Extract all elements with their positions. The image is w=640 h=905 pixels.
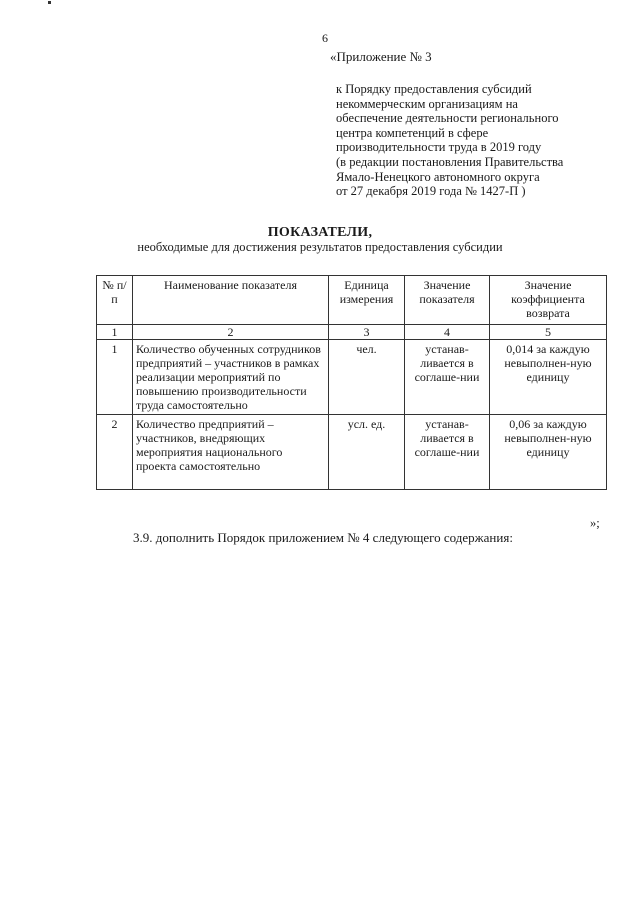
column-number-row [97,325,607,340]
appendix-line: обеспечение деятельности регионального [336,111,559,126]
header-value: Значение показателя [405,276,490,325]
column-number: 4 [405,325,490,340]
table-row [97,340,607,415]
appendix-reference [336,82,563,199]
appendix-line: от 27 декабря 2019 года № 1427-П ) [336,184,526,199]
row-num: 1 [97,340,133,415]
page-number: 6 [322,31,328,45]
row-unit: усл. ед. [329,415,405,490]
closing-quote: »; [590,516,600,530]
row-unit: чел. [329,340,405,415]
row-value: устанав-ливается в соглаше-нии [405,340,490,415]
table-header-row [97,276,607,325]
row-coef: 0,06 за каждую невыполнен-ную единицу [490,415,607,490]
column-number: 1 [97,325,133,340]
column-number: 2 [133,325,329,340]
column-number: 5 [490,325,607,340]
indicators-table [96,275,607,490]
appendix-line: Ямало-Ненецкого автономного округа [336,169,540,184]
scan-mark [48,1,51,4]
appendix-line: некоммерческим организациям на [336,96,518,111]
appendix-line: производительности труда в 2019 году [336,140,542,155]
table-row [97,415,607,490]
header-unit: Единица измерения [329,276,405,325]
appendix-line: к Порядку предоставления субсидий [336,82,532,96]
amendment-text: 3.9. дополнить Порядок приложением № 4 следующего содержания: [133,530,513,545]
appendix-title: «Приложение № 3 [330,49,432,64]
row-num: 2 [97,415,133,490]
row-value: устанав-ливается в соглаше-нии [405,415,490,490]
header-coef: Значение коэффициента возврата [490,276,607,325]
header-name: Наименование показателя [133,276,329,325]
header-num: № п/п [97,276,133,325]
document-title: ПОКАЗАТЕЛИ, [267,225,373,240]
row-name: Количество предприятий – участников, внедряющих мероприятия национального проекта самостоятельно [133,415,329,490]
row-coef: 0,014 за каждую невыполнен-ную единицу [490,340,607,415]
column-number: 3 [329,325,405,340]
appendix-line: центра компетенций в сфере [336,125,489,140]
appendix-line: (в редакции постановления Правительства [336,154,564,169]
row-name: Количество обученных сотрудников предприятий – участников в рамках реализации мероприятий по повышению производительности труда самостоятельно [133,340,329,415]
document-subtitle: необходимые для достижения результатов предоставления субсидии [137,240,503,254]
